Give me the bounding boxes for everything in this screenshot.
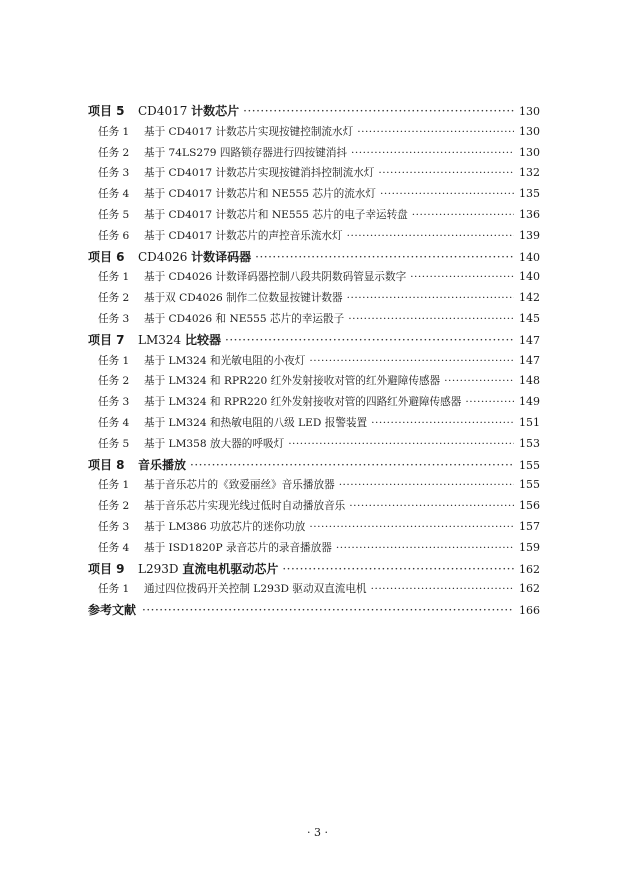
entry-page-number: 166 (519, 604, 540, 618)
task-entry[interactable] (88, 413, 540, 434)
task-entry[interactable] (88, 143, 540, 164)
entry-page-number: 149 (519, 395, 540, 409)
entry-page-number: 162 (519, 562, 540, 576)
dot-leader (371, 413, 514, 434)
entry-title: 基于 LM324 和 RPR220 红外发射接收对管的四路红外避障传感器 (144, 396, 462, 409)
entry-page-number: 130 (519, 124, 540, 138)
dot-leader (410, 267, 514, 288)
entry-title: CD4017 计数芯片 (138, 104, 240, 118)
dot-leader (339, 475, 514, 496)
entry-title: 基于 CD4017 计数芯片的声控音乐流水灯 (144, 229, 343, 242)
entry-title: 基于 CD4017 计数芯片和 NE555 芯片的电子幸运转盘 (144, 208, 408, 221)
task-entry[interactable] (88, 475, 540, 496)
entry-page-number: 140 (519, 250, 540, 264)
dot-leader (412, 205, 514, 226)
dot-leader (444, 371, 514, 392)
dot-leader (142, 600, 514, 621)
entry-title: 基于 LM324 和 RPR220 红外发射接收对管的红外避障传感器 (144, 375, 441, 388)
entry-number: 任务 2 (98, 146, 130, 159)
entry-number: 任务 4 (98, 416, 130, 429)
dot-leader (465, 392, 514, 413)
entry-title: 基于 74LS279 四路锁存器进行四按键消抖 (144, 146, 348, 159)
entry-title: LM324 比较器 (138, 332, 221, 347)
dot-leader (336, 538, 514, 559)
entry-title: 通过四位拨码开关控制 L293D 驱动双直流电机 (144, 583, 367, 596)
project-entry[interactable] (88, 247, 540, 268)
entry-page-number: 147 (519, 353, 540, 367)
entry-page-number: 153 (519, 436, 540, 450)
entry-number: 参考文献 (88, 603, 137, 618)
task-entry[interactable] (88, 538, 540, 559)
entry-number: 任务 2 (98, 292, 130, 305)
entry-number: 任务 3 (98, 520, 130, 533)
entry-page-number: 155 (519, 458, 540, 472)
entry-number: 任务 4 (98, 541, 130, 554)
entry-page-number: 159 (519, 540, 540, 554)
entry-page-number: 132 (519, 166, 540, 180)
entry-page-number: 140 (519, 270, 540, 284)
entry-number: 任务 1 (98, 125, 130, 138)
entry-number: 任务 3 (98, 396, 130, 409)
entry-title: L293D 直流电机驱动芯片 (138, 561, 279, 576)
project-entry[interactable] (88, 330, 540, 351)
task-entry[interactable] (88, 163, 540, 184)
entry-number: 项目 9 (88, 561, 125, 576)
entry-number: 任务 1 (98, 479, 130, 492)
task-entry[interactable] (88, 288, 540, 309)
entry-number: 项目 7 (88, 332, 125, 347)
dot-leader (349, 496, 514, 517)
dot-leader (190, 455, 514, 476)
dot-leader (371, 579, 514, 600)
task-entry[interactable] (88, 392, 540, 413)
entry-page-number: 135 (519, 187, 540, 201)
entry-page-number: 157 (519, 519, 540, 533)
entry-number: 任务 5 (98, 437, 130, 450)
entry-page-number: 147 (519, 333, 540, 347)
entry-number: 项目 8 (88, 457, 125, 472)
dot-leader (347, 288, 514, 309)
project-entry[interactable] (88, 559, 540, 580)
task-entry[interactable] (88, 122, 540, 143)
entry-number: 任务 3 (98, 167, 130, 180)
entry-title: 基于 CD4017 计数芯片实现按键消抖控制流水灯 (144, 167, 375, 180)
entry-page-number: 142 (519, 291, 540, 305)
entry-number: 项目 5 (88, 104, 125, 118)
entry-page-number: 130 (519, 105, 540, 118)
project-entry[interactable] (88, 101, 540, 122)
entry-number: 任务 2 (98, 375, 130, 388)
project-entry[interactable] (88, 455, 540, 476)
entry-number: 任务 3 (98, 312, 130, 325)
page-number: · 3 · (307, 826, 328, 839)
task-entry[interactable] (88, 371, 540, 392)
task-entry[interactable] (88, 496, 540, 517)
entry-title: 音乐播放 (138, 457, 187, 472)
entry-title: 基于 CD4017 计数芯片实现按键控制流水灯 (144, 125, 354, 138)
task-entry[interactable] (88, 517, 540, 538)
dot-leader (348, 309, 514, 330)
entry-number: 任务 1 (98, 354, 130, 367)
entry-number: 任务 1 (98, 271, 130, 284)
dot-leader (309, 351, 514, 372)
entry-page-number: 139 (519, 228, 540, 242)
dot-leader (347, 226, 514, 247)
entry-page-number: 136 (519, 207, 540, 221)
task-entry[interactable] (88, 226, 540, 247)
dot-leader (225, 330, 514, 351)
entry-page-number: 155 (519, 478, 540, 492)
entry-page-number: 145 (519, 311, 540, 325)
task-entry[interactable] (88, 351, 540, 372)
entry-number: 任务 2 (98, 500, 130, 513)
entry-title: 基于音乐芯片的《致爱丽丝》音乐播放器 (144, 479, 335, 492)
entry-page-number: 156 (519, 499, 540, 513)
entry-title: 基于 CD4017 计数芯片和 NE555 芯片的流水灯 (144, 188, 376, 201)
dot-leader (255, 247, 514, 268)
entry-page-number: 151 (519, 415, 540, 429)
entry-title: 基于 CD4026 和 NE555 芯片的幸运骰子 (144, 312, 345, 325)
entry-number: 任务 4 (98, 188, 130, 201)
entry-title: CD4026 计数译码器 (138, 249, 252, 264)
entry-title: 基于 LM324 和光敏电阻的小夜灯 (144, 354, 306, 367)
dot-leader (380, 184, 514, 205)
task-entry[interactable] (88, 579, 540, 600)
task-entry[interactable] (88, 184, 540, 205)
entry-number: 任务 6 (98, 229, 130, 242)
entry-title: 基于 LM386 功放芯片的迷你功放 (144, 520, 306, 533)
entry-page-number: 148 (519, 374, 540, 388)
task-entry[interactable] (88, 309, 540, 330)
entry-number: 项目 6 (88, 249, 125, 264)
entry-title: 基于 LM324 和热敏电阻的八级 LED 报警装置 (144, 416, 368, 429)
dot-leader (288, 434, 514, 455)
dot-leader (243, 101, 514, 122)
dot-leader (282, 559, 514, 580)
references-entry[interactable] (88, 600, 540, 621)
dot-leader (357, 122, 514, 143)
entry-number: 任务 1 (98, 583, 130, 596)
dot-leader (351, 143, 514, 164)
entry-title: 基于 CD4026 计数译码器控制八段共阴数码管显示数字 (144, 271, 407, 284)
entry-page-number: 130 (519, 145, 540, 159)
entry-title: 基于音乐芯片实现光线过低时自动播放音乐 (144, 500, 346, 513)
task-entry[interactable] (88, 205, 540, 226)
entry-number: 任务 5 (98, 208, 130, 221)
entry-title: 基于双 CD4026 制作二位数显按键计数器 (144, 292, 343, 305)
dot-leader (309, 517, 514, 538)
task-entry[interactable] (88, 267, 540, 288)
task-entry[interactable] (88, 434, 540, 455)
entry-page-number: 162 (519, 582, 540, 596)
entry-title: 基于 LM358 放大器的呼吸灯 (144, 437, 285, 450)
dot-leader (378, 163, 514, 184)
table-of-contents (88, 101, 540, 621)
entry-title: 基于 ISD1820P 录音芯片的录音播放器 (144, 541, 332, 554)
